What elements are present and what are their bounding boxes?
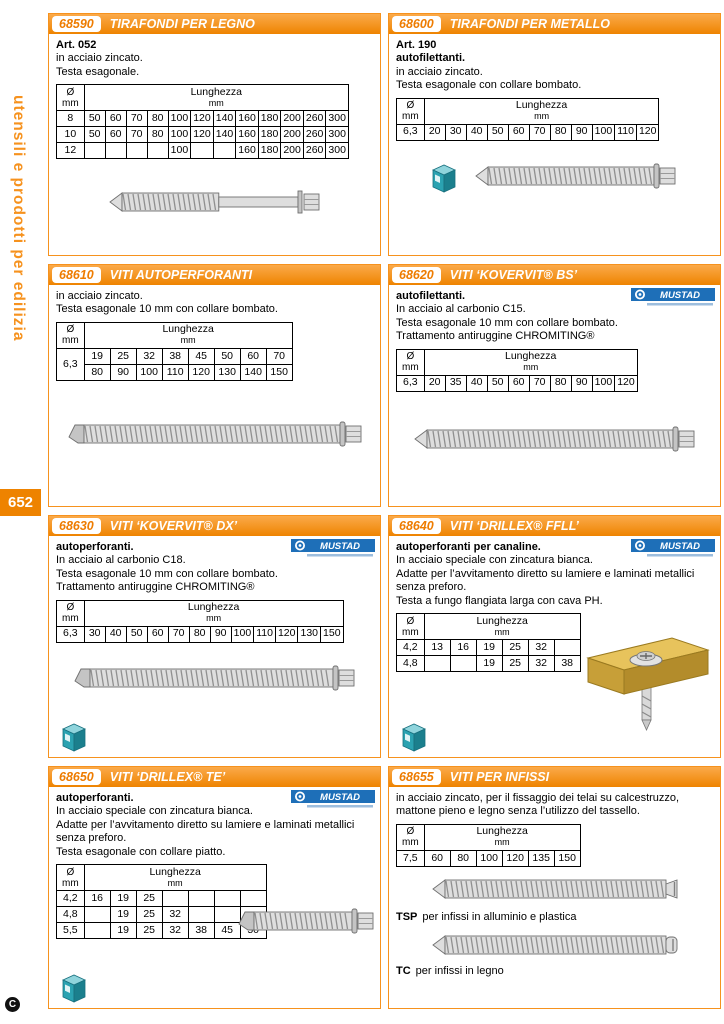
length-cell: 60 bbox=[508, 124, 529, 140]
length-cell bbox=[450, 656, 476, 672]
section-68650 bbox=[48, 766, 381, 1009]
section-header bbox=[49, 767, 380, 787]
length-cell: 120 bbox=[636, 124, 659, 140]
length-cell: 25 bbox=[502, 640, 528, 656]
diameter-header: Ø mm bbox=[397, 98, 425, 124]
length-cell: 120 bbox=[188, 364, 214, 380]
section-body bbox=[49, 34, 380, 255]
length-cell: 80 bbox=[84, 364, 110, 380]
description-line: autofilettanti. bbox=[396, 290, 466, 302]
length-cell: 80 bbox=[550, 124, 571, 140]
section-code: 68650 bbox=[52, 769, 101, 785]
description-line: Testa esagonale con collare piatto. bbox=[56, 845, 226, 858]
illustration-row bbox=[56, 179, 373, 229]
description-line: Trattamento antiruggine CHROMITING® bbox=[56, 581, 255, 594]
length-cell: 32 bbox=[162, 907, 188, 923]
table-row bbox=[57, 127, 349, 143]
section-title: VITI PER INFISSI bbox=[449, 770, 550, 784]
variant-abbr: TC bbox=[396, 965, 411, 978]
length-cell bbox=[188, 891, 214, 907]
length-cell: 300 bbox=[326, 143, 349, 159]
illustration-row bbox=[56, 411, 373, 461]
length-cell: 50 bbox=[214, 348, 240, 364]
description-line: In acciaio al carbonio C18. bbox=[56, 554, 186, 567]
length-cell: 100 bbox=[476, 850, 502, 866]
length-cell: 25 bbox=[136, 907, 162, 923]
length-cell: 50 bbox=[126, 626, 147, 642]
length-cell: 90 bbox=[210, 626, 231, 642]
length-cell: 160 bbox=[236, 127, 259, 143]
length-cell: 70 bbox=[126, 111, 147, 127]
illustration-row bbox=[396, 416, 713, 466]
section-body bbox=[389, 285, 720, 506]
self-drilling-screw-illustration bbox=[72, 655, 357, 705]
description-line: Testa esagonale 10 mm con collare bombato. bbox=[56, 303, 278, 316]
length-cell: 60 bbox=[147, 626, 168, 642]
description-line: in acciaio zincato, per il fissaggio dei telai su calcestruzzo, mattone pieno e legno senza l’utilizzo del tassello. bbox=[396, 792, 680, 818]
table-row bbox=[57, 626, 344, 642]
variant-tsp bbox=[396, 869, 713, 925]
table-row bbox=[57, 891, 267, 907]
description-line: Adatte per l’avvitamento diretto su lamiere e laminati metallici senza preforo. bbox=[396, 567, 695, 594]
length-cell: 50 bbox=[84, 127, 105, 143]
length-header: Lunghezza mm bbox=[84, 865, 266, 891]
length-cell: 38 bbox=[188, 923, 214, 939]
diameter-cell: 4,2 bbox=[57, 891, 85, 907]
length-cell: 140 bbox=[213, 127, 236, 143]
section-header bbox=[49, 265, 380, 285]
length-cell: 160 bbox=[236, 143, 259, 159]
length-cell: 80 bbox=[147, 111, 168, 127]
length-cell: 25 bbox=[136, 923, 162, 939]
description-line: In acciaio speciale con zincatura bianca. bbox=[396, 554, 593, 567]
length-cell: 150 bbox=[321, 626, 344, 642]
table-row bbox=[397, 850, 581, 866]
description-line: In acciaio al carbonio C15. bbox=[396, 303, 526, 316]
diameter-cell: 4,2 bbox=[397, 640, 425, 656]
section-code: 68630 bbox=[52, 518, 101, 534]
length-cell: 100 bbox=[231, 626, 254, 642]
length-cell: 40 bbox=[466, 124, 487, 140]
description-line: in acciaio zincato. bbox=[56, 290, 143, 302]
length-cell bbox=[84, 923, 110, 939]
table-header-row bbox=[397, 824, 581, 850]
diameter-cell: 6,3 bbox=[397, 375, 425, 391]
table-header-row bbox=[57, 865, 267, 891]
length-cell: 130 bbox=[214, 364, 240, 380]
mustad-logo bbox=[291, 539, 375, 563]
length-cell: 300 bbox=[326, 111, 349, 127]
diameter-header: Ø mm bbox=[397, 614, 425, 640]
length-cell: 50 bbox=[84, 111, 105, 127]
table-header-row bbox=[397, 349, 638, 375]
length-cell: 100 bbox=[592, 375, 615, 391]
length-cell: 150 bbox=[266, 364, 292, 380]
length-cell: 70 bbox=[168, 626, 189, 642]
table-header-row bbox=[397, 98, 659, 124]
section-header bbox=[389, 265, 720, 285]
length-cell: 130 bbox=[298, 626, 321, 642]
length-cell: 200 bbox=[281, 143, 304, 159]
sidebar-vertical-title: utensili e prodotti per edilizia bbox=[10, 95, 27, 342]
illustration-row bbox=[396, 869, 713, 913]
table-header-row bbox=[57, 85, 349, 111]
description-line: In acciaio speciale con zincatura bianca. bbox=[56, 805, 253, 818]
length-cell: 35 bbox=[445, 375, 466, 391]
description-line: in acciaio zincato. bbox=[56, 52, 143, 65]
section-title: VITI ‘KOVERVIT® DX’ bbox=[109, 519, 238, 533]
length-cell bbox=[213, 143, 236, 159]
table-row bbox=[397, 640, 581, 656]
package-box-icon bbox=[61, 722, 87, 752]
self-drilling-screw-illustration bbox=[66, 411, 364, 461]
length-header: Lunghezza mm bbox=[84, 85, 348, 111]
section-title: VITI ‘KOVERVIT® BS’ bbox=[449, 268, 578, 282]
length-cell: 110 bbox=[162, 364, 188, 380]
description-line: Testa esagonale 10 mm con collare bombato. bbox=[56, 567, 278, 580]
description-line: autoperforanti. bbox=[56, 541, 134, 553]
length-cell: 19 bbox=[110, 923, 136, 939]
package-box-icon bbox=[431, 163, 457, 193]
table-row bbox=[57, 143, 349, 159]
length-cell: 32 bbox=[136, 348, 162, 364]
length-cell: 13 bbox=[424, 640, 450, 656]
length-cell: 60 bbox=[240, 348, 266, 364]
page-number-badge: 652 bbox=[0, 489, 41, 516]
channel-flange-screw-illustration bbox=[580, 624, 716, 740]
diameter-header: Ø mm bbox=[57, 85, 85, 111]
length-cell: 110 bbox=[254, 626, 276, 642]
variant-text: per infissi in alluminio e plastica bbox=[422, 911, 577, 924]
length-cell: 50 bbox=[487, 375, 508, 391]
copyright-logo: C bbox=[5, 997, 20, 1012]
description-line: Testa esagonale 10 mm con collare bombato. bbox=[396, 316, 618, 329]
length-cell: 25 bbox=[110, 348, 136, 364]
length-cell: 90 bbox=[571, 375, 592, 391]
mustad-logo bbox=[291, 790, 375, 814]
diameter-header: Ø mm bbox=[397, 824, 425, 850]
length-cell bbox=[126, 143, 147, 159]
section-description bbox=[56, 39, 373, 79]
diameter-cell: 5,5 bbox=[57, 923, 85, 939]
table-header-row bbox=[57, 322, 293, 348]
length-cell: 32 bbox=[528, 656, 554, 672]
length-cell: 50 bbox=[487, 124, 508, 140]
section-body bbox=[389, 787, 720, 1008]
section-code: 68655 bbox=[392, 769, 441, 785]
length-cell: 200 bbox=[281, 111, 304, 127]
length-cell: 60 bbox=[105, 127, 126, 143]
variant-tc bbox=[396, 927, 713, 979]
length-cell: 260 bbox=[303, 127, 326, 143]
length-cell: 100 bbox=[592, 124, 615, 140]
illustration-row bbox=[56, 655, 373, 705]
length-cell: 140 bbox=[213, 111, 236, 127]
length-cell: 60 bbox=[424, 850, 450, 866]
length-cell: 70 bbox=[126, 127, 147, 143]
length-header: Lunghezza mm bbox=[424, 98, 659, 124]
length-cell: 140 bbox=[240, 364, 266, 380]
diameter-cell: 12 bbox=[57, 143, 85, 159]
self-drilling-screw-illustration bbox=[236, 899, 376, 947]
description-line: autofilettanti. bbox=[396, 52, 466, 65]
description-line: in acciaio zincato. bbox=[396, 65, 483, 78]
size-table bbox=[56, 600, 344, 643]
length-cell bbox=[424, 656, 450, 672]
section-description bbox=[396, 39, 713, 93]
diameter-header: Ø mm bbox=[397, 349, 425, 375]
length-cell: 120 bbox=[502, 850, 528, 866]
mustad-logo-text: MUSTAD bbox=[320, 541, 360, 552]
length-header: Lunghezza mm bbox=[84, 600, 343, 626]
length-cell: 45 bbox=[214, 923, 240, 939]
section-code: 68620 bbox=[392, 267, 441, 283]
length-cell: 20 bbox=[424, 124, 445, 140]
diameter-cell: 7,5 bbox=[397, 850, 425, 866]
length-cell: 180 bbox=[258, 143, 281, 159]
length-cell: 45 bbox=[188, 348, 214, 364]
table-header-row bbox=[397, 614, 581, 640]
section-code: 68610 bbox=[52, 267, 101, 283]
tsp-countersunk-screw-illustration bbox=[430, 869, 680, 913]
self-tapping-screw-illustration bbox=[412, 416, 697, 466]
table-row bbox=[57, 348, 293, 364]
table-row bbox=[397, 124, 659, 140]
diameter-header: Ø mm bbox=[57, 600, 85, 626]
diameter-cell: 6,3 bbox=[397, 124, 425, 140]
length-cell: 300 bbox=[326, 127, 349, 143]
table-row bbox=[57, 364, 293, 380]
section-68600 bbox=[388, 13, 721, 256]
variant-text: per infissi in legno bbox=[415, 965, 504, 978]
length-cell: 16 bbox=[84, 891, 110, 907]
length-cell: 32 bbox=[528, 640, 554, 656]
table-header-row bbox=[57, 600, 344, 626]
mustad-logo-text: MUSTAD bbox=[320, 792, 360, 803]
length-cell: 120 bbox=[191, 111, 214, 127]
section-title: VITI ‘DRILLEX® FFLL’ bbox=[449, 519, 579, 533]
section-title: TIRAFONDI PER METALLO bbox=[449, 17, 610, 31]
length-cell: 32 bbox=[162, 923, 188, 939]
size-table bbox=[56, 84, 349, 159]
description-line: Testa esagonale con collare bombato. bbox=[396, 79, 582, 92]
length-cell: 60 bbox=[105, 111, 126, 127]
length-cell: 135 bbox=[528, 850, 554, 866]
length-cell: 160 bbox=[236, 111, 259, 127]
length-cell: 180 bbox=[258, 127, 281, 143]
length-cell: 90 bbox=[571, 124, 592, 140]
section-header bbox=[389, 767, 720, 787]
table-row bbox=[57, 907, 267, 923]
length-cell: 200 bbox=[281, 127, 304, 143]
section-68590 bbox=[48, 13, 381, 256]
section-description bbox=[396, 792, 713, 819]
length-cell: 120 bbox=[191, 127, 214, 143]
length-cell: 70 bbox=[529, 375, 550, 391]
mustad-logo bbox=[631, 288, 715, 312]
section-body bbox=[389, 34, 720, 255]
variant-label bbox=[396, 965, 713, 978]
variant-abbr: TSP bbox=[396, 911, 418, 924]
diameter-header: Ø mm bbox=[57, 865, 85, 891]
table-row bbox=[397, 375, 638, 391]
length-cell: 40 bbox=[105, 626, 126, 642]
illustration-row bbox=[396, 927, 713, 967]
illustration-row bbox=[396, 153, 713, 203]
self-tapping-screw-illustration bbox=[473, 153, 678, 203]
section-body bbox=[389, 536, 720, 757]
length-cell: 38 bbox=[554, 656, 580, 672]
length-cell: 80 bbox=[450, 850, 476, 866]
length-cell: 100 bbox=[168, 143, 191, 159]
length-cell: 25 bbox=[502, 656, 528, 672]
size-table bbox=[396, 824, 581, 867]
table-row bbox=[57, 923, 267, 939]
description-line: autoperforanti. bbox=[56, 792, 134, 804]
table-row bbox=[397, 656, 581, 672]
section-title: VITI AUTOPERFORANTI bbox=[109, 268, 253, 282]
length-cell bbox=[554, 640, 580, 656]
length-cell: 19 bbox=[476, 656, 502, 672]
section-header bbox=[49, 14, 380, 34]
length-cell: 100 bbox=[168, 127, 191, 143]
size-table bbox=[56, 322, 293, 381]
section-title: VITI ‘DRILLEX® TE’ bbox=[109, 770, 226, 784]
product-grid bbox=[48, 13, 721, 1009]
section-header bbox=[389, 516, 720, 536]
length-cell: 180 bbox=[258, 111, 281, 127]
length-cell: 80 bbox=[550, 375, 571, 391]
diameter-cell: 4,8 bbox=[397, 656, 425, 672]
table-row bbox=[57, 111, 349, 127]
length-cell bbox=[162, 891, 188, 907]
section-68610 bbox=[48, 264, 381, 507]
mustad-logo-text: MUSTAD bbox=[660, 541, 700, 552]
diameter-cell: 8 bbox=[57, 111, 85, 127]
section-code: 68640 bbox=[392, 518, 441, 534]
length-cell: 19 bbox=[476, 640, 502, 656]
size-table bbox=[396, 98, 659, 141]
section-body bbox=[49, 285, 380, 506]
length-cell: 260 bbox=[303, 143, 326, 159]
length-cell: 60 bbox=[508, 375, 529, 391]
description-line: Art. 052 bbox=[56, 39, 97, 51]
length-cell: 38 bbox=[162, 348, 188, 364]
lag-screw-illustration bbox=[107, 179, 322, 229]
length-cell: 110 bbox=[615, 124, 637, 140]
package-box-icon bbox=[401, 722, 427, 752]
section-code: 68590 bbox=[52, 16, 101, 32]
package-box-icon bbox=[61, 973, 87, 1003]
length-cell bbox=[84, 907, 110, 923]
length-cell: 30 bbox=[84, 626, 105, 642]
length-cell: 40 bbox=[466, 375, 487, 391]
section-68655 bbox=[388, 766, 721, 1009]
description-line: Testa esagonale. bbox=[56, 65, 140, 78]
section-code: 68600 bbox=[392, 16, 441, 32]
description-line: Art. 190 bbox=[396, 39, 437, 51]
size-table bbox=[396, 349, 638, 392]
length-cell: 90 bbox=[110, 364, 136, 380]
length-cell: 20 bbox=[424, 375, 445, 391]
section-header bbox=[389, 14, 720, 34]
length-cell bbox=[147, 143, 168, 159]
length-cell: 120 bbox=[275, 626, 298, 642]
description-line: autoperforanti per canaline. bbox=[396, 541, 541, 553]
description-line: Trattamento antiruggine CHROMITING® bbox=[396, 330, 595, 343]
description-line: Adatte per l’avvitamento diretto su lamiere e laminati metallici senza preforo. bbox=[56, 818, 355, 845]
section-title: TIRAFONDI PER LEGNO bbox=[109, 17, 255, 31]
length-cell: 80 bbox=[147, 127, 168, 143]
section-description bbox=[56, 290, 373, 317]
length-cell: 150 bbox=[554, 850, 580, 866]
section-header bbox=[49, 516, 380, 536]
mustad-logo-text: MUSTAD bbox=[660, 290, 700, 301]
length-header: Lunghezza mm bbox=[84, 322, 292, 348]
length-cell: 100 bbox=[168, 111, 191, 127]
length-cell bbox=[191, 143, 214, 159]
length-cell bbox=[105, 143, 126, 159]
diameter-header: Ø mm bbox=[57, 322, 85, 348]
length-cell bbox=[84, 143, 105, 159]
section-68620 bbox=[388, 264, 721, 507]
length-cell: 30 bbox=[445, 124, 466, 140]
length-cell: 80 bbox=[189, 626, 210, 642]
length-cell: 16 bbox=[450, 640, 476, 656]
variant-label bbox=[396, 911, 713, 924]
length-cell: 19 bbox=[84, 348, 110, 364]
section-68630 bbox=[48, 515, 381, 758]
length-cell: 100 bbox=[136, 364, 162, 380]
diameter-cell: 4,8 bbox=[57, 907, 85, 923]
section-body bbox=[49, 536, 380, 757]
diameter-cell: 6,3 bbox=[57, 626, 85, 642]
length-cell: 25 bbox=[136, 891, 162, 907]
section-68640 bbox=[388, 515, 721, 758]
tc-pan-head-screw-illustration bbox=[430, 927, 680, 967]
diameter-cell: 6,3 bbox=[57, 348, 85, 380]
length-cell: 19 bbox=[110, 907, 136, 923]
diameter-cell: 10 bbox=[57, 127, 85, 143]
length-cell: 70 bbox=[266, 348, 292, 364]
section-body bbox=[49, 787, 380, 1008]
mustad-logo bbox=[631, 539, 715, 563]
length-cell: 260 bbox=[303, 111, 326, 127]
length-cell: 70 bbox=[529, 124, 550, 140]
length-header: Lunghezza mm bbox=[424, 614, 580, 640]
description-line: Testa a fungo flangiata larga con cava PH. bbox=[396, 594, 603, 607]
length-cell bbox=[188, 907, 214, 923]
length-cell: 19 bbox=[110, 891, 136, 907]
length-header: Lunghezza mm bbox=[424, 824, 580, 850]
length-cell: 120 bbox=[615, 375, 638, 391]
size-table bbox=[396, 613, 581, 672]
length-header: Lunghezza mm bbox=[424, 349, 637, 375]
